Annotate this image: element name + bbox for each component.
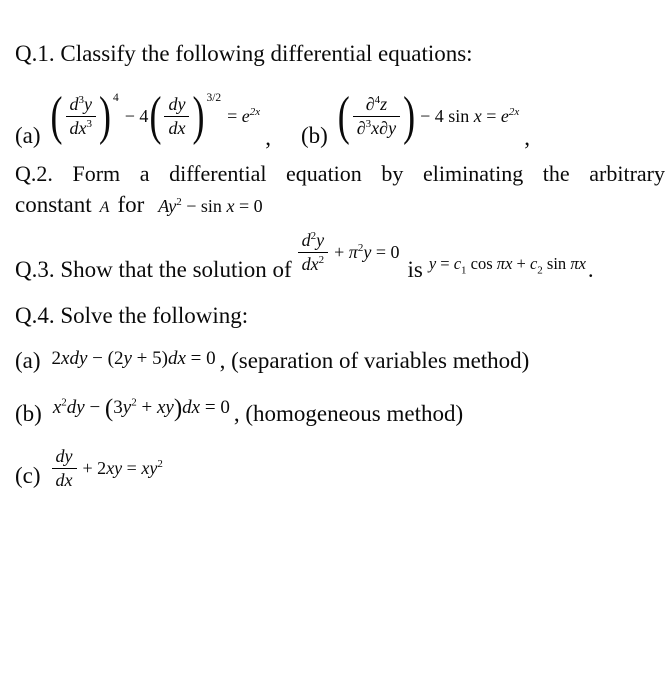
minus-4sinx-term: − 4 $\sin x = e^{2x}$ bbox=[420, 105, 520, 126]
comma: , bbox=[265, 125, 271, 151]
comma: , bbox=[524, 125, 531, 151]
fraction-denominator: $dx^3$ bbox=[66, 116, 97, 139]
fraction-numerator: $d^2y$ bbox=[301, 230, 325, 250]
q4-title: Q.4. Solve the following: bbox=[15, 303, 249, 328]
q4a-equation: 2xdy − (2y + 5)dx = 0 bbox=[51, 347, 216, 369]
close-paren: ) bbox=[173, 395, 183, 422]
fraction-denominator: ∂$^3$x∂y bbox=[353, 116, 400, 139]
fraction-d3y-dx3 bbox=[66, 94, 97, 138]
q4b-note: , (homogeneous method) bbox=[233, 401, 464, 427]
minus-4-term: − 4 bbox=[124, 105, 149, 126]
fraction-denominator: $dx^2$ bbox=[298, 252, 329, 275]
q2-constant-A: A bbox=[99, 199, 110, 216]
fraction-dy-dx bbox=[164, 94, 189, 138]
exponent-4: 4 bbox=[113, 92, 119, 104]
close-paren: ) bbox=[192, 85, 205, 146]
open-paren: ( bbox=[104, 395, 114, 422]
q4c-equation bbox=[50, 446, 163, 490]
q1a-label: (a) bbox=[15, 122, 41, 148]
q2-equation: $Ay^2 - \sin x = 0$ bbox=[158, 196, 263, 216]
open-paren: ( bbox=[50, 85, 63, 146]
open-paren: ( bbox=[337, 85, 350, 146]
q4a-row bbox=[15, 347, 529, 376]
q3-period: . bbox=[587, 256, 594, 282]
fraction-denominator: dx bbox=[52, 468, 77, 491]
q3-solution: $y = c_1$ $\cos \pi x + c_2$ sin πx bbox=[428, 254, 586, 277]
pi2y-term: + $\pi^2y = 0$ bbox=[334, 241, 400, 262]
q1-equations-row bbox=[15, 85, 531, 151]
q4a-note: , (separation of variables method) bbox=[219, 348, 530, 373]
q4b-row bbox=[15, 395, 463, 429]
exponent-3-2: 3/2 bbox=[206, 92, 222, 104]
q1b-equation bbox=[337, 85, 520, 146]
equals-e2x-term: = $e^{2x}$ bbox=[227, 105, 261, 126]
q2-line2 bbox=[15, 191, 263, 220]
fraction-d2y-dx2 bbox=[298, 230, 329, 274]
q3-equation bbox=[296, 230, 400, 274]
q4c-label: (c) bbox=[15, 462, 41, 488]
q3-text: Q.3. Show that the solution of bbox=[15, 256, 292, 282]
fraction-dy-dx bbox=[52, 446, 77, 490]
q1a-equation bbox=[50, 85, 261, 146]
q4b-equation: $x^2dy - (3y^2 + xy)dx = 0$ bbox=[52, 395, 230, 422]
q4c-row bbox=[15, 446, 163, 490]
q1-title: Q.1. Classify the following differential equations: bbox=[15, 41, 473, 66]
fraction-numerator: dy bbox=[55, 446, 73, 466]
fraction-denominator: dx bbox=[164, 116, 189, 139]
q2-line1: Q.2. Form a differential equation by eliminating the arbitrary bbox=[15, 161, 665, 186]
q4a-label: (a) bbox=[15, 348, 41, 373]
open-paren: ( bbox=[149, 85, 162, 146]
close-paren: ) bbox=[99, 85, 112, 146]
fraction-partial bbox=[353, 94, 400, 138]
fraction-numerator: $d^3y$ bbox=[69, 94, 93, 114]
q3-word-is: is bbox=[407, 256, 423, 282]
fraction-numerator: dy bbox=[168, 94, 186, 114]
q2-word-for: for bbox=[117, 192, 145, 217]
close-paren: ) bbox=[403, 85, 416, 146]
fraction-numerator: ∂$^4$z bbox=[365, 94, 388, 114]
q2-word-constant: constant bbox=[15, 192, 92, 217]
q4b-label: (b) bbox=[15, 401, 42, 427]
q1b-label: (b) bbox=[300, 122, 328, 148]
q4c-tail: + $2xy = xy^2$ bbox=[82, 457, 163, 478]
q3-row bbox=[15, 230, 594, 284]
